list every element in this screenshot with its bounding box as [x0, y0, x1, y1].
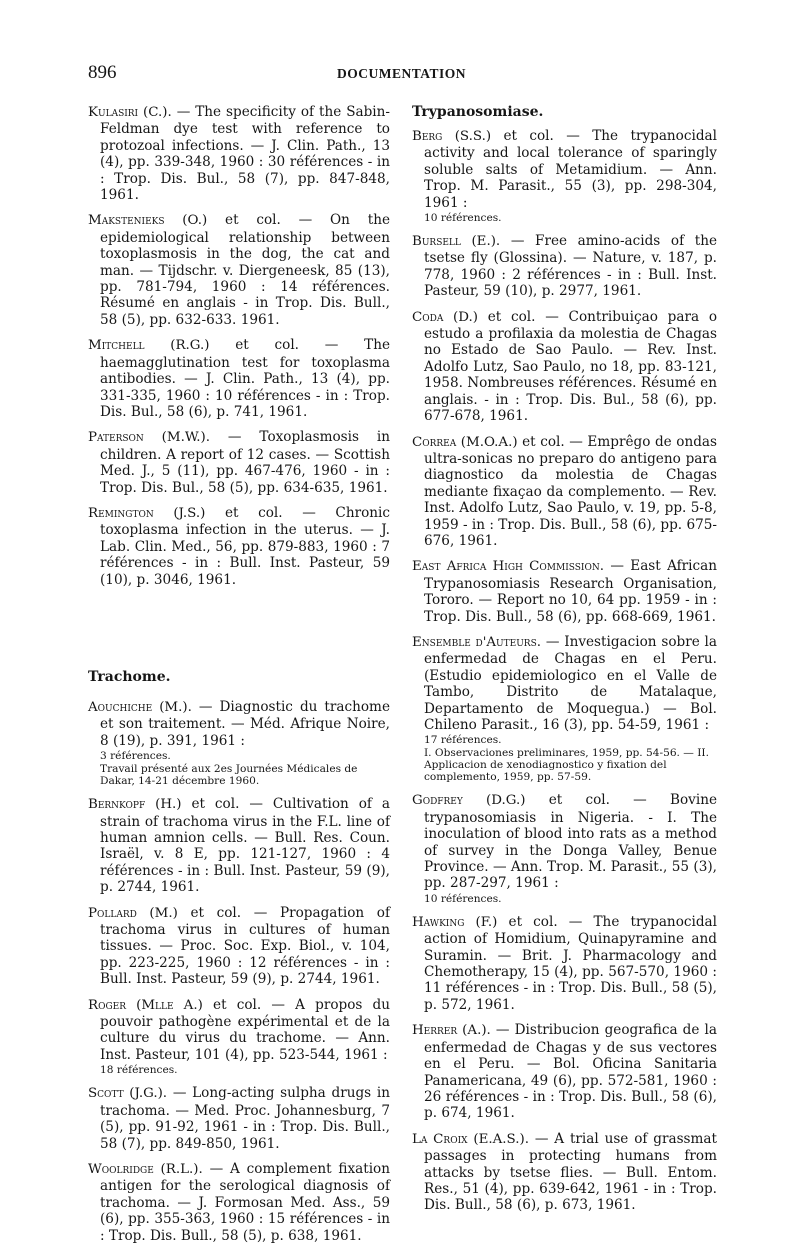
- entry-author: Berg (S.S.): [412, 129, 492, 144]
- entry-note: 10 références.: [424, 212, 502, 225]
- entry-author: Roger (Mlle A.): [88, 997, 203, 1013]
- running-title: DOCUMENTATION: [337, 66, 467, 81]
- bibliography-entry: [88, 505, 390, 588]
- entry-author: Aouchiche (M.).: [88, 699, 192, 715]
- bibliography-entry: [412, 792, 717, 904]
- entry-text: — Distribucion geografica de la enfermedad de Chagas y de sus vectores en el Peru. — Bol. Oficina Sanitaria Panamericana, 49 (6), pp. 572-581, 1960 : 26 références - in : Trop. Dis. Bull., 58 (6), p. 674, 1961.: [424, 1022, 717, 1122]
- bibliography-entry: [88, 699, 390, 787]
- bibliography-entry: [88, 905, 390, 988]
- entry-note: 18 références.: [100, 1064, 178, 1077]
- entry-author: Correa (M.O.A.): [412, 434, 518, 450]
- entry-author: Hawking (F.): [412, 914, 498, 930]
- entry-author: La Croix (E.A.S.).: [412, 1131, 529, 1147]
- entry-author: Pollard (M.): [88, 905, 178, 921]
- entry-text: — A trial use of grassmat passages in protecting humans from attacks by tsetse flies. — Bull. Entom. Res., 51 (4), pp. 639-642, 1961 - in : Trop. Dis. Bull., 58 (6), p. 673, 1961.: [424, 1130, 717, 1214]
- bibliography-entry: [412, 914, 717, 1013]
- entry-text: et col. — A propos du pouvoir pathogène expérimental et de la culture du virus du trachome. — Ann. Inst. Pasteur, 101 (4), pp. 523-544, 1961 :: [100, 996, 391, 1063]
- bibliography-entry: [412, 634, 717, 783]
- left-entries-top: [88, 104, 390, 588]
- bibliography-entry: [412, 128, 717, 224]
- entry-text: et col. — Propagation of trachoma virus in cultures of human tissues. — Proc. Soc. Exp. Biol., v. 104, pp. 223-225, 1960 : 12 références - in : Bull. Inst. Pasteur, 59 (9), p. 2744, 1961.: [100, 904, 390, 988]
- entry-author: Herrer (A.).: [412, 1023, 491, 1039]
- entry-note: Travail présenté aux 2es Journées Médicales de Dakar, 14-21 décembre 1960.: [100, 763, 358, 788]
- entry-text: — A complement fixation antigen for the serological diagnosis of trachoma. — J. Formosan Med. Ass., 59 (6), pp. 355-363, 1960 : 15 références - in : Trop. Dis. Bull., 58 (5), p. 638, 1961.: [100, 1160, 390, 1244]
- entry-text: et col. — On the epidemiological relationship between toxoplasmosis in the dog, the cat and man. — Tijdschr. v. Diergeneesk, 85 (13), pp. 781-794, 1960 : 14 références. Résumé en anglais - in Trop. Dis. Bull., 58 (5), pp. 632-633. 1961.: [100, 212, 391, 328]
- entry-author: Bernkopf (H.): [88, 797, 182, 813]
- entry-text: — Diagnostic du trachome et son traitement. — Méd. Afrique Noire, 8 (19), p. 391, 1961 :: [100, 698, 390, 749]
- bibliography-entry: [88, 337, 390, 420]
- entry-author: Godfrey (D.G.): [412, 793, 526, 809]
- right-entries-trypanosomiase: [412, 128, 717, 1214]
- entry-author: Ensemble d'Auteurs.: [412, 634, 542, 650]
- left-entries-trachome: [88, 699, 390, 1244]
- entry-author: Woolridge (R.L.).: [88, 1161, 203, 1177]
- bibliography-entry: [412, 1131, 717, 1214]
- entry-text: — East African Trypanosomiasis Research Organisation, Tororo. — Report no 10, 64 pp. 1959 - in : Trop. Dis. Bull., 58 (6), pp. 668-669, 1961.: [424, 558, 717, 625]
- bibliography-entry: [412, 558, 717, 625]
- entry-author: Bursell (E.).: [412, 234, 501, 250]
- entry-note: 17 références.: [424, 734, 502, 747]
- right-column: [412, 104, 717, 1223]
- bibliography-entry: [88, 796, 390, 895]
- bibliography-entry: [88, 1085, 390, 1152]
- entry-text: — The specificity of the Sabin-Feldman dye test with reference to protozoal infections. — J. Clin. Path., 13 (4), pp. 339-348, 1960 : 30 références - in : Trop. Dis. Bul., 58 (7), pp. 847-848, 1961.: [100, 104, 391, 204]
- entry-text: et col. — The haemagglutination test for toxoplasma antibodies. — J. Clin. Path., 13 (4), pp. 331-335, 1960 : 10 références - in : Trop. Dis. Bul., 58 (6), p. 741, 1961.: [100, 337, 390, 420]
- bibliography-entry: [88, 429, 390, 496]
- entry-text: et col. — Contribuiçao para o estudo a profilaxia da molestia de Chagas no Estado de Sao Paulo. — Rev. Inst. Adolfo Lutz, Sao Paulo, no 18, pp. 83-121, 1958. Nombreuses références. Résumé en anglais. - in : Trop. Dis. Bul., 58 (6), pp. 677-678, 1961.: [424, 308, 718, 425]
- entry-note: I. Observaciones preliminares, 1959, pp. 54-56. — II. Applicacion de xenodiagnostico y fixation del complemento, 1959, pp. 57-59.: [424, 747, 709, 784]
- entry-author: Paterson (M.W.).: [88, 430, 210, 446]
- entry-author: East Africa High Commission.: [412, 559, 604, 575]
- entry-author: Coda (D.): [412, 309, 478, 325]
- bibliography-entry: [88, 212, 390, 328]
- entry-text: et col. — Emprêgo de ondas ultra-sonicas no preparo do antigeno para diagnostico da molestia de Chagas mediante fixaçao da complemento. — Rev. Inst. Adolfo Lutz, Sao Paulo, v. 19, pp. 5-8, 1959 - in : Trop. Dis. Bull., 58 (6), pp. 675-676, 1961.: [424, 433, 717, 549]
- left-column: [88, 104, 390, 1253]
- entry-text: — Free amino-acids of the tsetse fly (Glossina). — Nature, v. 187, p. 778, 1960 : 2 références - in : Bull. Inst. Pasteur, 59 (10), p. 2977, 1961.: [424, 233, 717, 300]
- entry-text: — Toxoplasmosis in children. A report of 12 cases. — Scottish Med. J., 5 (11), pp. 467-476, 1960 - in : Trop. Dis. Bul., 58 (5), pp. 634-635, 1961.: [100, 429, 390, 496]
- entry-text: et col. — The trypanocidal action of Homidium, Quinapyramine and Suramin. — Brit. J. Pharmacology and Chemotherapy, 15 (4), pp. 567-570, 1960 : 11 références - in : Trop. Dis. Bull., 58 (5), p. 572, 1961.: [424, 913, 717, 1013]
- entry-author: Makstenieks (O.): [88, 213, 208, 229]
- entry-author: Mitchell (R.G.): [88, 338, 210, 354]
- bibliography-entry: [412, 434, 717, 550]
- section-title-trachome: Trachome.: [88, 668, 171, 685]
- entry-author: Remington (J.S.): [88, 505, 206, 521]
- entry-note: 10 références.: [424, 892, 502, 905]
- bibliography-entry: [412, 1022, 717, 1121]
- entry-text: et col. — Cultivation of a strain of trachoma virus in the F.L. line of human amnion cells. — Bull. Res. Coun. Israël, v. 8 E, pp. 121-127, 1960 : 4 références - in : Bull. Inst. Pasteur, 59 (9), p. 2744, 1961.: [100, 796, 390, 896]
- bibliography-entry: [88, 1161, 390, 1244]
- bibliography-entry: [412, 233, 717, 300]
- entry-text: et col. — Chronic toxoplasma infection in the uterus. — J. Lab. Clin. Med., 56, pp. 879-883, 1960 : 7 références - in : Bull. Inst. Pasteur, 59 (10), p. 3046, 1961.: [100, 504, 390, 588]
- bibliography-entry: [412, 309, 717, 425]
- entry-text: et col. — The trypanocidal activity and local tolerance of sparingly soluble salts of Metamidium. — Ann. Trop. M. Parasit., 55 (3), pp. 298-304, 1961 :: [424, 128, 717, 211]
- entry-author: Kulasiri (C.).: [88, 105, 172, 120]
- section-title-trypanosomiase: Trypanosomiase.: [412, 104, 544, 120]
- entry-note: 3 références.: [100, 750, 171, 763]
- entry-text: — Investigacion sobre la enfermedad de Chagas en el Peru. (Estudio epidemiologico en el Valle de Tambo, Distrito de Matalaque, Departamento de Moquegua.) — Bol. Chileno Parasit., 16 (3), pp. 54-59, 1961 :: [424, 633, 717, 733]
- entry-author: Scott (J.G.).: [88, 1086, 168, 1102]
- page-number: 896: [88, 62, 117, 83]
- entry-text: et col. — Bovine trypanosomiasis in Nigeria. - I. The inoculation of blood into rats as a method of survey in the Donga Valley, Benue Province. — Ann. Trop. M. Parasit., 55 (3), pp. 287-297, 1961 :: [424, 792, 717, 892]
- entry-text: — Long-acting sulpha drugs in trachoma. — Med. Proc. Johannesburg, 7 (5), pp. 91-92, 1961 - in : Trop. Dis. Bull., 58 (7), pp. 849-850, 1961.: [100, 1085, 390, 1152]
- bibliography-entry: [88, 997, 390, 1077]
- bibliography-entry: [88, 104, 390, 203]
